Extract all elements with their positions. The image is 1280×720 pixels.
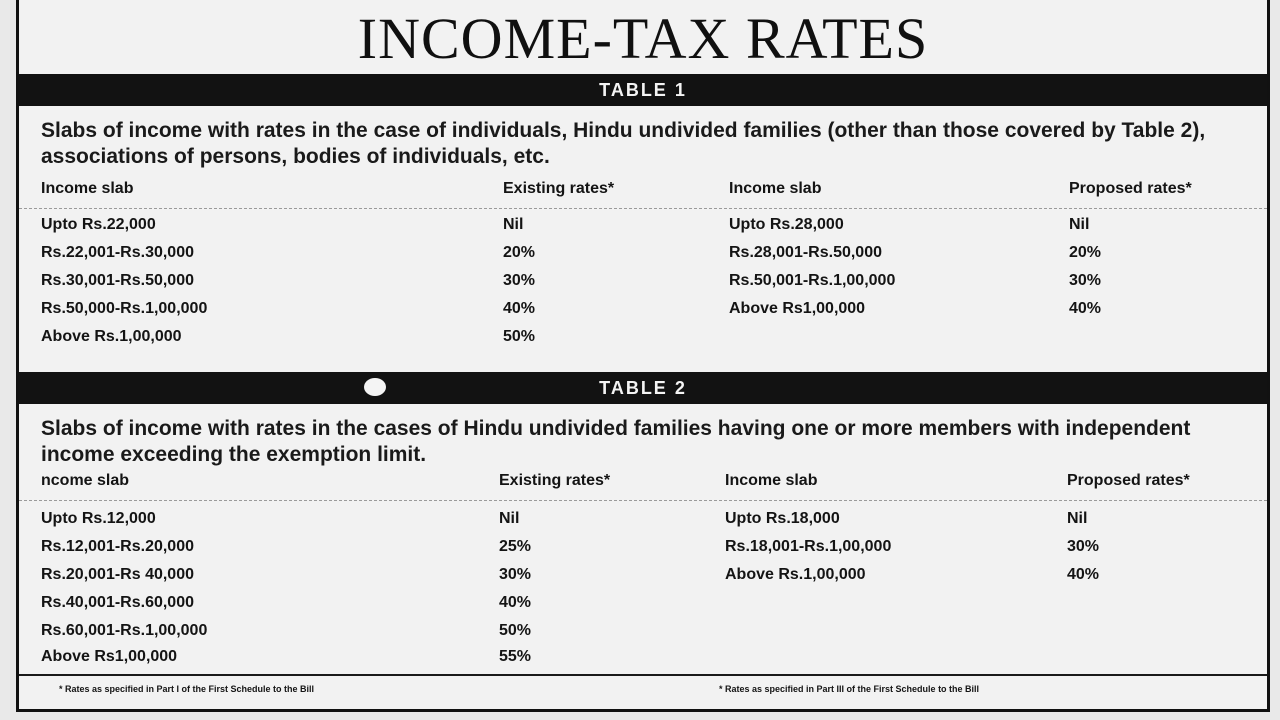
table2-row3-existing-rate: 30% bbox=[499, 566, 532, 583]
table2-row1-existing-slab: Upto Rs.12,000 bbox=[41, 510, 156, 527]
table2-row1-proposed-slab: Upto Rs.18,000 bbox=[725, 510, 840, 527]
table1-row3-existing-rate: 30% bbox=[503, 272, 536, 289]
table1-row1-proposed-slab: Upto Rs.28,000 bbox=[729, 216, 844, 233]
table2-row1-proposed-rate: Nil bbox=[1067, 510, 1088, 527]
table1-row2-proposed-rate: 20% bbox=[1069, 244, 1102, 261]
table1-header-proposed-rates: Proposed rates* bbox=[1069, 180, 1192, 197]
table2-row5-existing-rate: 50% bbox=[499, 622, 532, 639]
table2-row2-proposed-rate: 30% bbox=[1067, 538, 1100, 555]
footer-rule bbox=[19, 674, 1267, 676]
table2-row4-existing-slab: Rs.40,001-Rs.60,000 bbox=[41, 594, 194, 611]
table1-header-existing-rates: Existing rates* bbox=[503, 180, 615, 197]
table2-header-income-slab-proposed: Income slab bbox=[725, 472, 818, 489]
table1-row3-proposed-rate: 30% bbox=[1069, 272, 1102, 289]
page-title: INCOME-TAX RATES bbox=[357, 6, 929, 71]
table2-row2-existing-slab: Rs.12,001-Rs.20,000 bbox=[41, 538, 194, 555]
table2-heading: TABLE 2 bbox=[599, 378, 687, 398]
table2-row3-proposed-rate: 40% bbox=[1067, 566, 1100, 583]
table1-row2-existing-rate: 20% bbox=[503, 244, 536, 261]
table1-row4-proposed-slab: Above Rs1,00,000 bbox=[729, 300, 866, 317]
table2-heading-bar bbox=[19, 372, 1267, 404]
table2-row3-existing-slab: Rs.20,001-Rs 40,000 bbox=[41, 566, 194, 583]
footnote-right: * Rates as specified in Part III of the First Schedule to the Bill bbox=[719, 684, 980, 694]
newspaper-clipping bbox=[16, 0, 1270, 712]
table2-header-income-slab-existing: ncome slab bbox=[41, 472, 130, 489]
table1-row4-proposed-rate: 40% bbox=[1069, 300, 1102, 317]
table2-row2-proposed-slab: Rs.18,001-Rs.1,00,000 bbox=[725, 538, 892, 555]
table1-header-income-slab-existing: Income slab bbox=[41, 180, 134, 197]
table1-row4-existing-rate: 40% bbox=[503, 300, 536, 317]
table2-row5-existing-slab: Rs.60,001-Rs.1,00,000 bbox=[41, 622, 208, 639]
ink-blot bbox=[364, 378, 386, 396]
table2-row3-proposed-slab: Above Rs.1,00,000 bbox=[725, 566, 866, 583]
table1-row4-existing-slab: Rs.50,000-Rs.1,00,000 bbox=[41, 300, 208, 317]
table1-header-rule bbox=[19, 208, 1267, 209]
table2-row2-existing-rate: 25% bbox=[499, 538, 532, 555]
table2-description: Slabs of income with rates in the cases of Hindu undivided families having one or more members with independent income exceeding the exemption limit. bbox=[41, 417, 1191, 466]
table1-heading: TABLE 1 bbox=[599, 80, 687, 100]
table1-row5-existing-slab: Above Rs.1,00,000 bbox=[41, 328, 182, 345]
table2-row6-existing-rate: 55% bbox=[499, 648, 532, 665]
table1-row5-existing-rate: 50% bbox=[503, 328, 536, 345]
table1-row2-proposed-slab: Rs.28,001-Rs.50,000 bbox=[729, 244, 882, 261]
table1-row2-existing-slab: Rs.22,001-Rs.30,000 bbox=[41, 244, 194, 261]
table2-row4-existing-rate: 40% bbox=[499, 594, 532, 611]
table1-row1-proposed-rate: Nil bbox=[1069, 216, 1090, 233]
table2-header-proposed-rates: Proposed rates* bbox=[1067, 472, 1190, 489]
table1-row3-existing-slab: Rs.30,001-Rs.50,000 bbox=[41, 272, 194, 289]
table2-header-existing-rates: Existing rates* bbox=[499, 472, 611, 489]
table2-row1-existing-rate: Nil bbox=[499, 510, 520, 527]
table2-header-rule bbox=[19, 500, 1267, 501]
table1-row3-proposed-slab: Rs.50,001-Rs.1,00,000 bbox=[729, 272, 896, 289]
table1-row1-existing-rate: Nil bbox=[503, 216, 524, 233]
table1-header-income-slab-proposed: Income slab bbox=[729, 180, 822, 197]
footnote-left: * Rates as specified in Part I of the First Schedule to the Bill bbox=[59, 684, 315, 694]
table1-row1-existing-slab: Upto Rs.22,000 bbox=[41, 216, 156, 233]
table1-heading-bar bbox=[19, 74, 1267, 106]
table2-row6-existing-slab: Above Rs1,00,000 bbox=[41, 648, 178, 665]
table1-description: Slabs of income with rates in the case of individuals, Hindu undivided families (other than those covered by Table 2), associations of persons, bodies of individuals, etc. bbox=[41, 119, 1206, 168]
